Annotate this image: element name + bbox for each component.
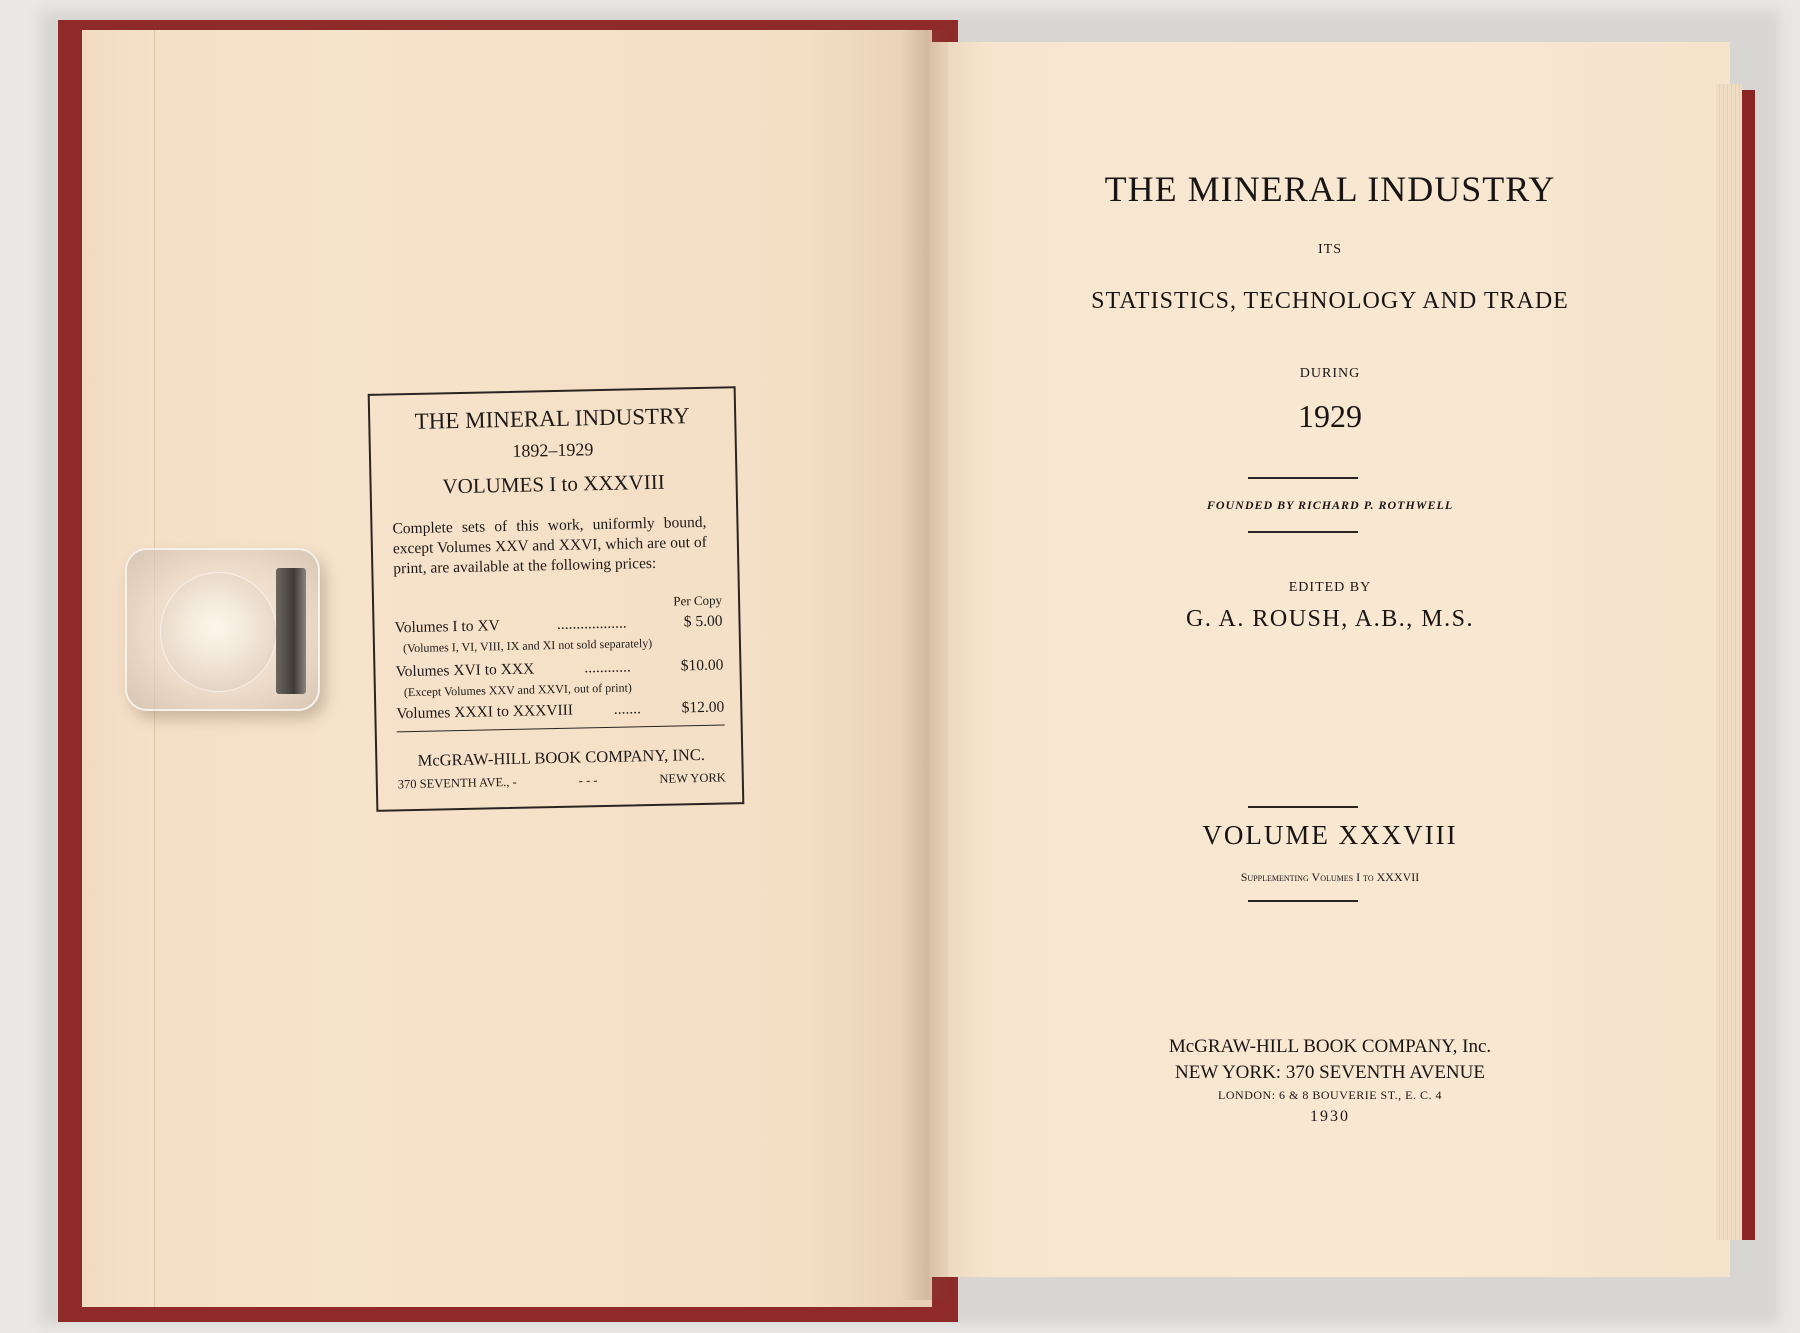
- price-row-label: Volumes I to XV: [394, 617, 500, 637]
- price-row-price: $12.00: [681, 698, 725, 717]
- price-box-title: THE MINERAL INDUSTRY: [414, 403, 691, 434]
- price-box-description: Complete sets of this work, uniformly bound, except Volumes XXV and XXVI, which are out of print, are available at the following prices:: [392, 513, 708, 578]
- title: THE MINERAL INDUSTRY: [1104, 169, 1556, 209]
- subtitle: STATISTICS, TECHNOLOGY AND TRADE: [1091, 288, 1569, 314]
- price-box-publisher: McGRAW-HILL BOOK COMPANY, INC.: [417, 744, 706, 770]
- price-row: [395, 657, 723, 682]
- per-copy-label: Per Copy: [673, 592, 723, 609]
- volume-label: VOLUME XXXVIII: [1202, 820, 1458, 850]
- address-street: 370 SEVENTH AVE., -: [397, 774, 517, 792]
- supplementing-line: Supplementing Volumes I to XXXVII: [1240, 870, 1420, 884]
- price-row-note: (Except Volumes XXV and XXVI, out of print): [403, 680, 632, 700]
- price-row: [396, 699, 724, 724]
- price-row-label: Volumes XXXI to XXXVIII: [396, 701, 574, 723]
- price-row-price: $ 5.00: [683, 612, 723, 631]
- price-row-dots: ............: [584, 658, 631, 677]
- price-row-dots: ..................: [556, 614, 627, 633]
- price-row-price: $10.00: [680, 656, 724, 675]
- year: 1929: [1298, 398, 1362, 434]
- price-row-label: Volumes XVI to XXX: [395, 660, 535, 681]
- editor-name: G. A. ROUSH, A.B., M.S.: [1186, 606, 1474, 632]
- address-city: NEW YORK: [659, 770, 726, 786]
- publication-year: 1930: [1310, 1108, 1350, 1125]
- divider-rule: [1248, 900, 1358, 902]
- edited-by-label: EDITED BY: [1288, 580, 1372, 595]
- address-dashes: - - -: [578, 773, 598, 788]
- price-row-note: (Volumes I, VI, VIII, IX and XI not sold separately): [402, 635, 653, 656]
- price-row: [394, 613, 722, 638]
- founder-line: FOUNDED BY RICHARD P. ROTHWELL: [1206, 498, 1454, 512]
- price-list-box: [368, 386, 745, 812]
- publisher-london: LONDON: 6 & 8 BOUVERIE ST., E. C. 4: [1218, 1088, 1442, 1102]
- during-label: DURING: [1299, 366, 1361, 381]
- price-box-volumes: VOLUMES I to XXXVIII: [442, 469, 665, 499]
- publisher: McGRAW-HILL BOOK COMPANY, Inc.: [1168, 1036, 1492, 1057]
- price-row-dots: .......: [613, 700, 642, 718]
- divider-rule: [1248, 806, 1358, 808]
- publisher-city: NEW YORK: 370 SEVENTH AVENUE: [1175, 1062, 1485, 1083]
- glass-dark-edge: [276, 568, 306, 694]
- divider-rule: [1248, 531, 1358, 533]
- price-box-divider: [397, 724, 725, 732]
- divider-rule: [1248, 477, 1358, 479]
- glass-lens: [160, 572, 277, 692]
- its-label: ITS: [1318, 242, 1342, 257]
- price-box-years: 1892–1929: [512, 439, 594, 461]
- price-box-address: [398, 770, 726, 792]
